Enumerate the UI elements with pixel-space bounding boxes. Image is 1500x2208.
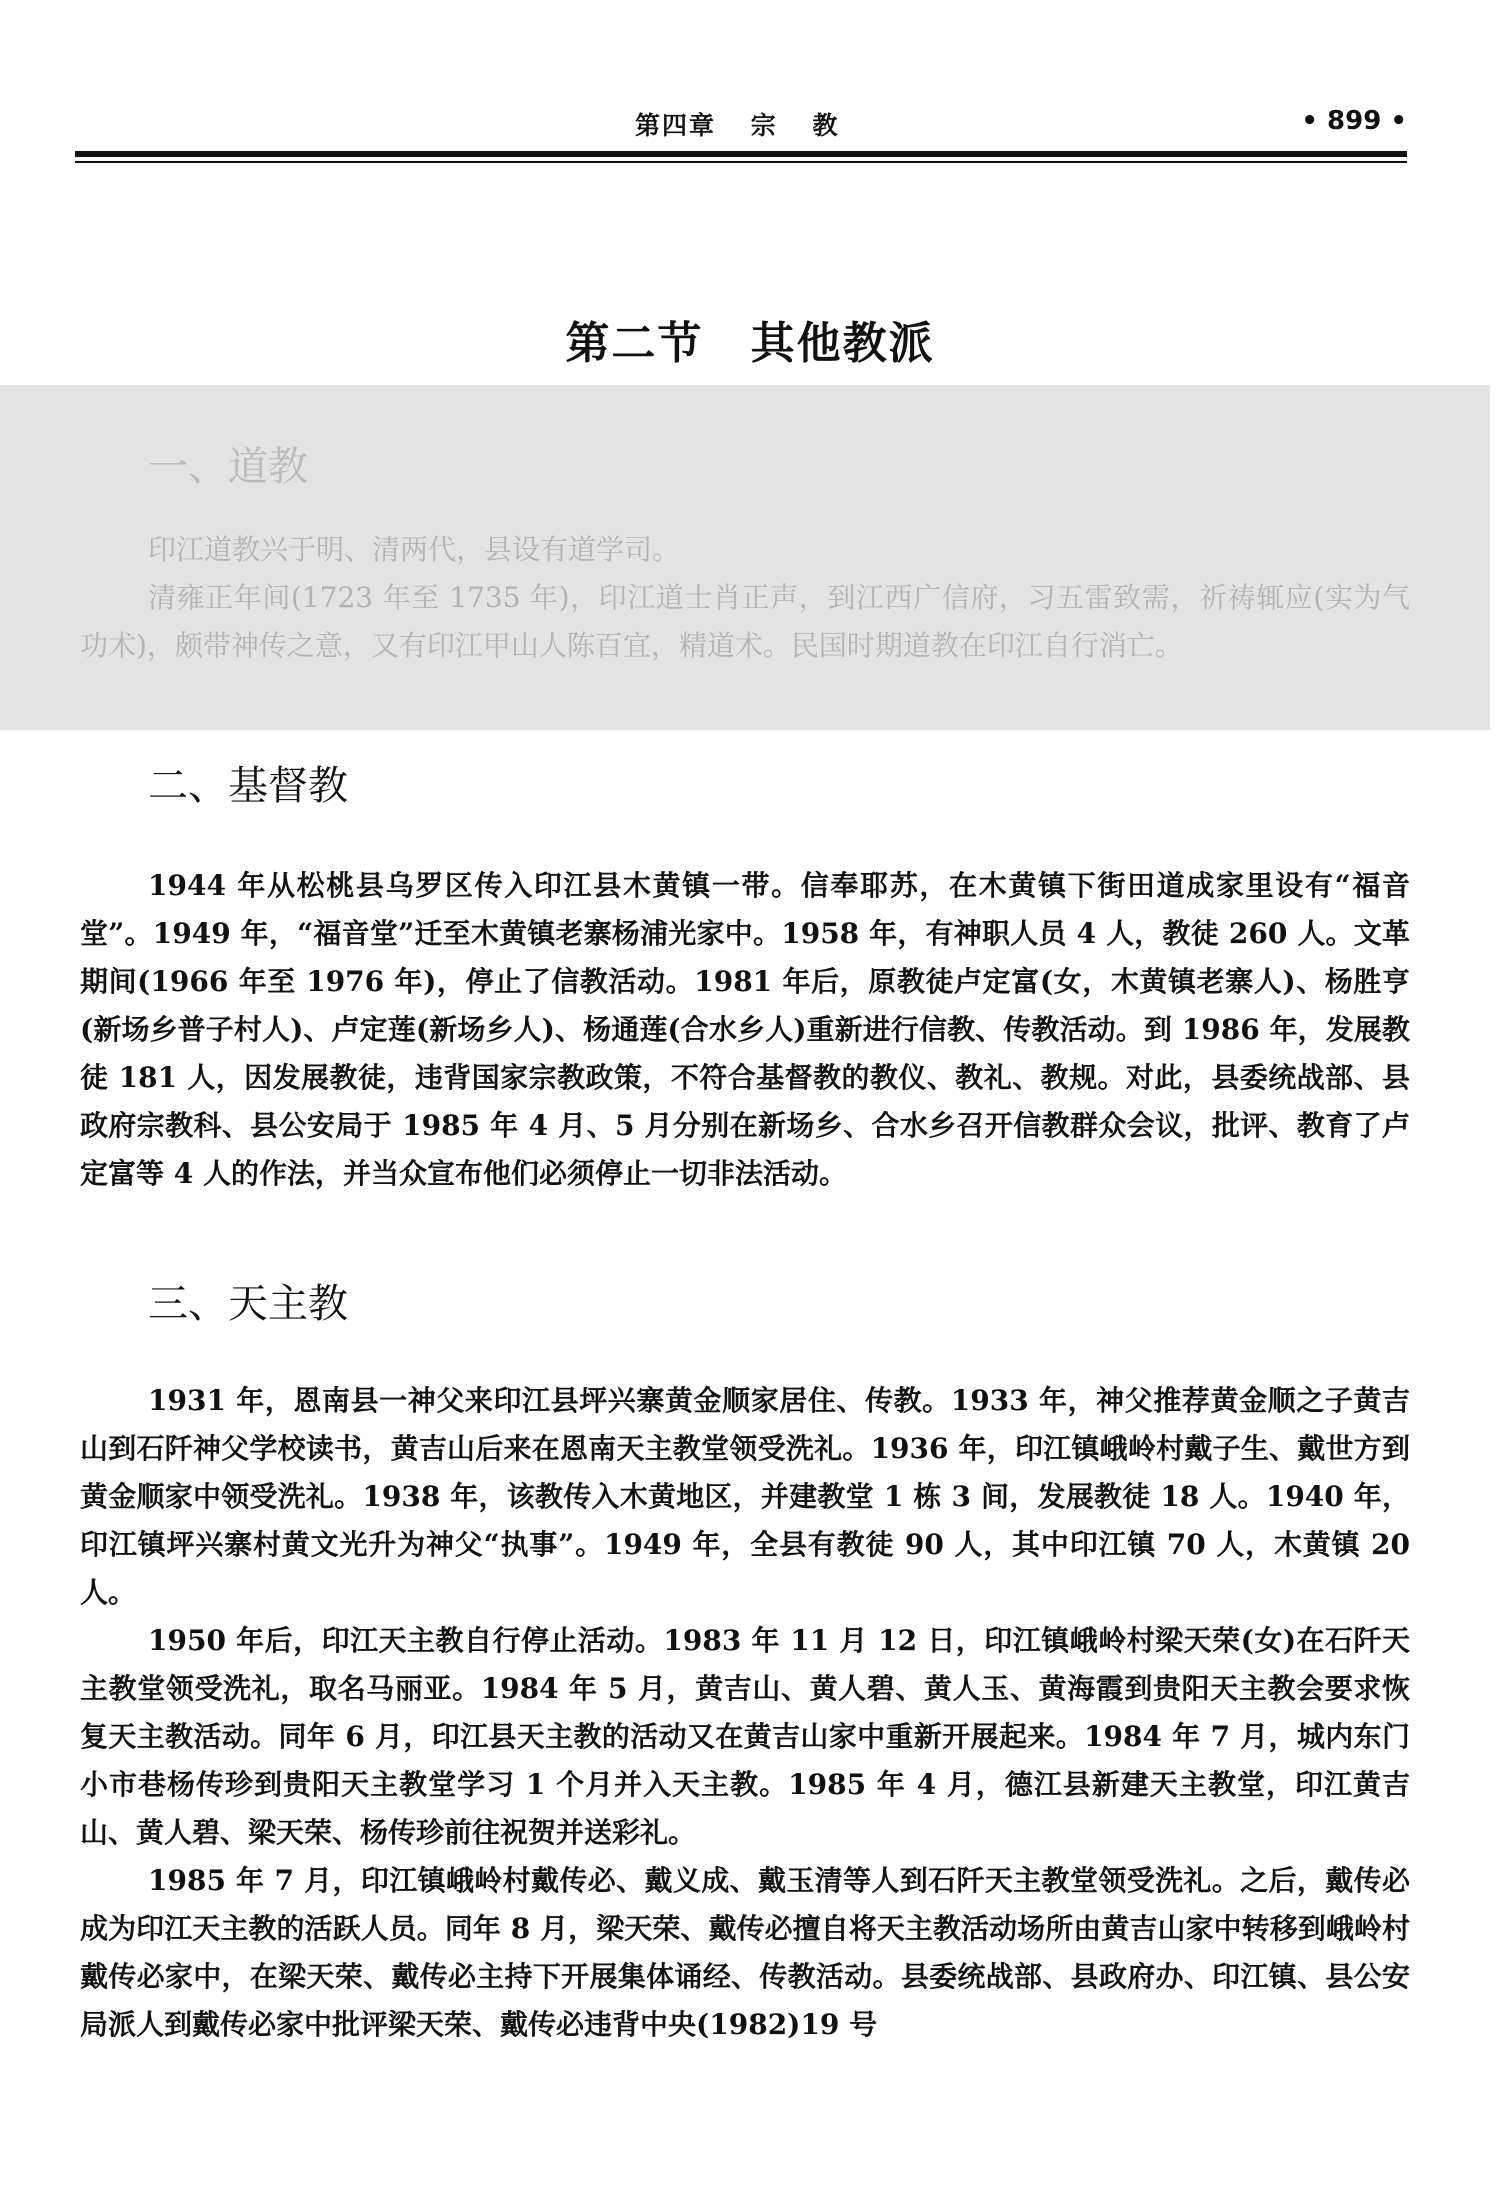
header-rule-thick bbox=[75, 151, 1407, 157]
paragraph: 1944 年从松桃县乌罗区传入印江县木黄镇一带。信奉耶苏，在木黄镇下街田道成家里设有“福音堂”。1949 年，“福音堂”迁至木黄镇老寨杨浦光家中。1958 年，有神职人员 4 人，教徒 260 人。文革期间(1966 年至 1976 年)，停止了信教活动。1981 年后，原教徒卢定富(女，木黄镇老寨人)、杨胜亨(新场乡普子村人)、卢定莲(新场乡人)、杨通莲(合水乡人)重新进行信教、传教活动。到 1986 年，发展教徒 181 人，因发展教徒，违背国家宗教政策，不符合基督教的教仪、教礼、教规。对此，县委统战部、县政府宗教科、县公安局于 1985 年 4 月、5 月分别在新场乡、合水乡召开信教群众会议，批评、教育了卢定富等 4 人的作法，并当众宣布他们必须停止一切非法活动。 bbox=[80, 869, 1410, 1190]
header-rule-thin bbox=[75, 161, 1407, 163]
paragraph: 印江道教兴于明、清两代，县设有道学司。 bbox=[148, 533, 681, 566]
section-christianity-body bbox=[80, 862, 1410, 1198]
section-taoism-body bbox=[80, 526, 1410, 670]
page-number: • 899 • bbox=[1301, 106, 1407, 136]
paragraph: 1985 年 7 月，印江镇峨岭村戴传必、戴义成、戴玉清等人到石阡天主教堂领受洗礼。之后，戴传必成为印江天主教的活跃人员。同年 8 月，梁天荣、戴传必擅自将天主教活动场所由黄吉山家中转移到峨岭村戴传必家中，在梁天荣、戴传必主持下开展集体诵经、传教活动。县委统战部、县政府办、印江镇、县公安局派人到戴传必家中批评梁天荣、戴传必违背中央(1982)19 号 bbox=[80, 1864, 1410, 2041]
subsection-heading-catholicism: 三、天主教 bbox=[148, 1281, 348, 1327]
section-catholicism-body bbox=[80, 1377, 1410, 2049]
running-head bbox=[75, 102, 1407, 142]
subsection-heading-taoism: 一、道教 bbox=[148, 444, 308, 490]
paragraph: 1950 年后，印江天主教自行停止活动。1983 年 11 月 12 日，印江镇峨岭村梁天荣(女)在石阡天主教堂领受洗礼，取名马丽亚。1984 年 5 月，黄吉山、黄人碧、黄人玉、黄海霞到贵阳天主教会要求恢复天主教活动。同年 6 月，印江县天主教的活动又在黄吉山家中重新开展起来。1984 年 7 月，城内东门小市巷杨传珍到贵阳天主教堂学习 1 个月并入天主教。1985 年 4 月，德江县新建天主教堂，印江黄吉山、黄人碧、梁天荣、杨传珍前往祝贺并送彩礼。 bbox=[80, 1624, 1410, 1849]
paragraph: 清雍正年间(1723 年至 1735 年)，印江道士肖正声，到江西广信府，习五雷致需，祈祷辄应(实为气功术)，颇带神传之意，又有印江甲山人陈百宜，精道术。民国时期道教在印江自行消亡。 bbox=[80, 581, 1410, 662]
subsection-heading-christianity: 二、基督教 bbox=[148, 763, 348, 809]
paragraph: 1931 年，恩南县一神父来印江县坪兴寨黄金顺家居住、传教。1933 年，神父推荐黄金顺之子黄吉山到石阡神父学校读书，黄吉山后来在恩南天主教堂领受洗礼。1936 年，印江镇峨岭村戴子生、戴世方到黄金顺家中领受洗礼。1938 年，该教传入木黄地区，并建教堂 1 栋 3 间，发展教徒 18 人。1940 年，印江镇坪兴寨村黄文光升为神父“执事”。1949 年，全县有教徒 90 人，其中印江镇 70 人，木黄镇 20 人。 bbox=[80, 1384, 1410, 1609]
section-taoism bbox=[0, 385, 1490, 730]
chapter-title: 第四章 宗 教 bbox=[635, 111, 840, 140]
section-title: 第二节 其他教派 bbox=[565, 318, 935, 370]
